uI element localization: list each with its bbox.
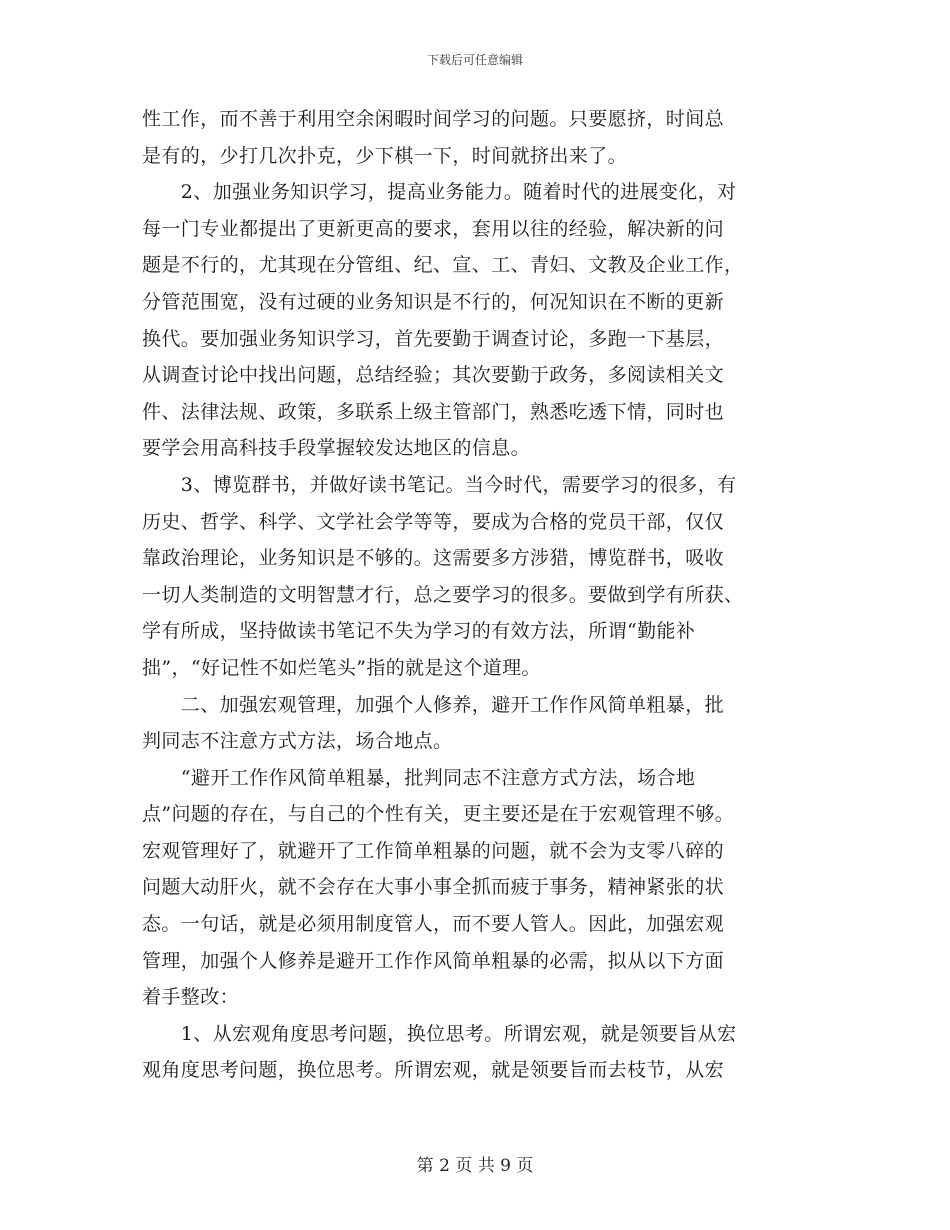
text-line: 是有的，少打几次扑克，少下棋一下，时间就挤出来了。 (142, 144, 628, 167)
text-line: 分管范围宽，没有过硬的业务知识是不行的，何况知识在不断的更新 (142, 290, 725, 313)
text-line: 管理，加强个人修养是避开工作作风简单粗暴的必需，拟从以下方面 (142, 949, 725, 972)
text-line: 二、加强宏观管理，加强个人修养，避开工作作风简单粗暴，批 (142, 693, 725, 716)
text-line: 题是不行的，尤其现在分管组、纪、宣、工、青妇、文教及企业工作， (142, 254, 744, 277)
text-line: 观角度思考问题，换位思考。所谓宏观，就是领要旨而去枝节，从宏 (142, 1059, 725, 1082)
text-line: 要学会用高科技手段掌握较发达地区的信息。 (142, 437, 531, 460)
text-line: 着手整改： (142, 986, 240, 1009)
text-line: 靠政治理论，业务知识是不够的。这需要多方涉猎，博览群书，吸收 (142, 547, 725, 570)
text-line: 问题大动肝火，就不会存在大事小事全抓而疲于事务，精神紧张的状 (142, 876, 725, 899)
text-line: 拙”，“好记性不如烂笔头”指的就是这个道理。 (142, 656, 541, 679)
text-line: 3、博览群书，并做好读书笔记。当今时代，需要学习的很多，有 (142, 473, 737, 496)
text-line: 换代。要加强业务知识学习，首先要勤于调查讨论，多跑一下基层， (142, 327, 725, 350)
text-line: 件、法律法规、政策，多联系上级主管部门，熟悉吃透下情，同时也 (142, 400, 725, 423)
text-line: 性工作，而不善于利用空余闲暇时间学习的问题。只要愿挤，时间总 (142, 108, 725, 130)
text-line: 一切人类制造的文明智慧才行，总之要学习的很多。要做到学有所获、 (142, 583, 744, 606)
document-body (142, 101, 810, 1089)
text-line: 判同志不注意方式方法，场合地点。 (142, 730, 453, 753)
text-line: 从调查讨论中找出问题，总结经验；其次要勤于政务，多阅读相关文 (142, 364, 725, 387)
text-line: 历史、哲学、科学、文学社会学等等，要成为合格的党员干部，仅仅 (142, 510, 725, 533)
page-footer: 第 2 页 共 9 页 (416, 1156, 534, 1176)
text-line: 2、加强业务知识学习，提高业务能力。随着时代的进展变化，对 (142, 181, 737, 204)
page-header: 下载后可任意编辑 (426, 53, 523, 67)
text-line: 学有所成，坚持做读书笔记不失为学习的有效方法，所谓“勤能补 (142, 620, 696, 643)
text-line: 态。一句话，就是必须用制度管人，而不要人管人。因此，加强宏观 (142, 913, 725, 936)
text-line: 点”问题的存在，与自己的个性有关，更主要还是在于宏观管理不够。 (142, 803, 735, 826)
text-line: 宏观管理好了，就避开了工作简单粗暴的问题，就不会为支零八碎的 (142, 839, 725, 862)
text-line: “避开工作作风简单粗暴，批判同志不注意方式方法，场合地 (142, 766, 696, 789)
text-line: 每一门专业都提出了更新更高的要求，套用以往的经验，解决新的问 (142, 217, 725, 240)
text-line: 1、从宏观角度思考问题，换位思考。所谓宏观，就是领要旨从宏 (142, 1022, 737, 1045)
